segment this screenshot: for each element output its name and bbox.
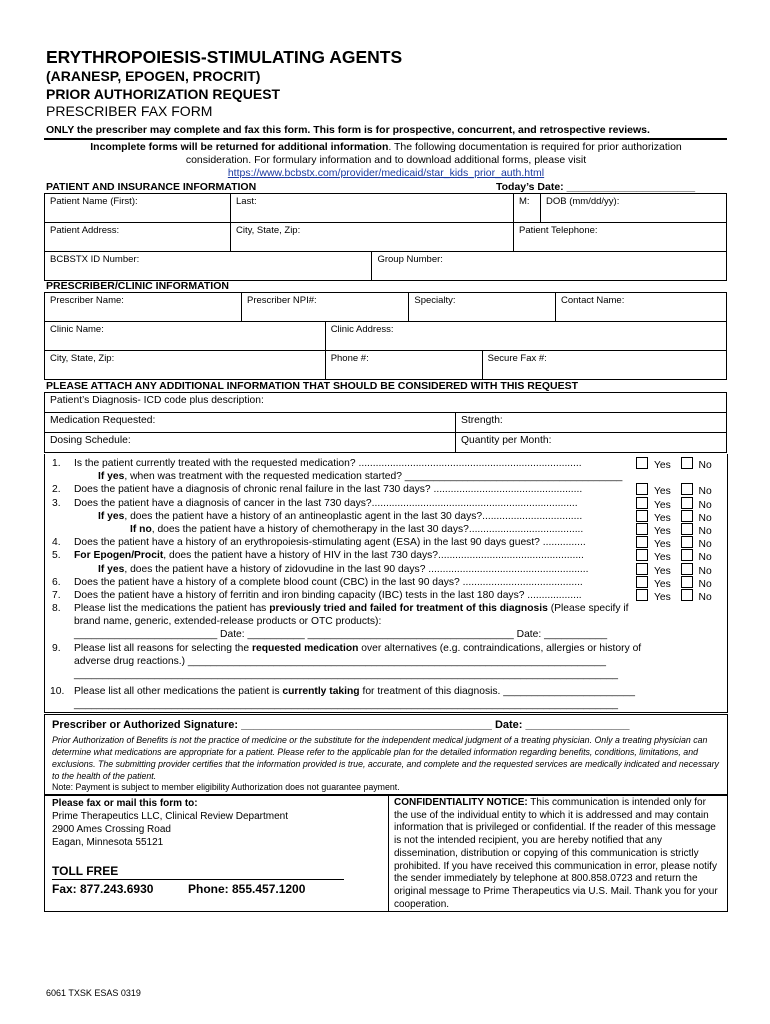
question-3b: If no, does the patient have a history of chemotherapy in the last 30 days?........................................ Yes No (130, 523, 712, 537)
incomplete-bold: Incomplete forms will be returned for additional information (90, 141, 389, 153)
q1-no-checkbox[interactable] (681, 457, 693, 469)
patient-last-name-field[interactable]: Last: (231, 194, 514, 223)
form-subtitle-fax: PRESCRIBER FAX FORM (46, 103, 213, 119)
toll-free-label: TOLL FREE (52, 864, 119, 878)
phone-number: Phone: 855.457.1200 (188, 882, 306, 896)
question-1a: If yes, when was treatment with the requested medication started? ______________________________________ (98, 471, 623, 483)
formulary-link[interactable]: https://www.bcbstx.com/provider/medicaid/star_kids_prior_auth.html (227, 167, 545, 179)
question-5: 5. For Epogen/Procit, does the patient have a history of HIV in the last 730 days?................................................... Yes No (52, 550, 712, 564)
prescriber-section-title: PRESCRIBER/CLINIC INFORMATION (46, 280, 229, 292)
q6-yes-checkbox[interactable] (636, 576, 648, 588)
clinic-name-field[interactable]: Clinic Name: (45, 322, 326, 351)
questions-list (46, 457, 726, 712)
quantity-per-month-field[interactable]: Quantity per Month: (456, 433, 727, 453)
form-code: 6061 TXSK ESAS 0319 (46, 988, 141, 998)
question-9: 9. Please list all reasons for selecting the requested medication over alternatives (e.g. contraindications, allergies or history of (52, 642, 642, 654)
clinic-fax-field[interactable]: Secure Fax #: (482, 351, 726, 380)
todays-date[interactable]: Today’s Date: ______________________ (496, 181, 696, 193)
q7-yes-checkbox[interactable] (636, 589, 648, 601)
medication-table (44, 392, 727, 453)
patient-group-field[interactable]: Group Number: (372, 252, 727, 281)
fax-number: Fax: 877.243.6930 (52, 882, 154, 896)
q6-no-checkbox[interactable] (681, 576, 693, 588)
patient-dob-field[interactable]: DOB (mm/dd/yy): (541, 194, 727, 223)
q3a-no-checkbox[interactable] (681, 510, 693, 522)
question-4: 4. Does the patient have a history of an erythropoiesis-stimulating agent (ESA) in the last 90 days guest? ............... Yes No (52, 537, 712, 551)
prescriber-table (44, 292, 727, 380)
q7-no-checkbox[interactable] (681, 589, 693, 601)
q2-no-checkbox[interactable] (681, 483, 693, 495)
only-prescriber-notice: ONLY the prescriber may complete and fax this form. This form is for prospective, concurrent, and retrospective reviews. (46, 124, 650, 136)
header-rule (44, 138, 727, 140)
diagnosis-field[interactable]: Patient’s Diagnosis- ICD code plus description: (45, 393, 727, 413)
q4-yes-checkbox[interactable] (636, 536, 648, 548)
clinic-address-field[interactable]: Clinic Address: (325, 322, 726, 351)
strength-field[interactable]: Strength: (456, 413, 727, 433)
question-6: 6. Does the patient have a history of a complete blood count (CBC) in the last 90 days? .......................................... Yes No (52, 576, 712, 590)
question-5a: If yes, does the patient have a history of zidovudine in the last 90 days? ........................................................ Yes No (98, 563, 712, 577)
patient-address-field[interactable]: Patient Address: (45, 223, 231, 252)
patient-table (44, 193, 727, 281)
question-9-line2[interactable]: adverse drug reactions.) _________________________________________________________________________ (74, 655, 606, 667)
question-1: 1. Is the patient currently treated with the requested medication? .............................................................................. Yes No (52, 458, 712, 471)
prescriber-specialty-field[interactable]: Specialty: (409, 293, 556, 322)
question-10: 10. Please list all other medications the patient is currently taking for treatment of this diagnosis. _______________________ (50, 686, 635, 698)
prescriber-contact-field[interactable]: Contact Name: (556, 293, 727, 322)
q5a-yes-checkbox[interactable] (636, 563, 648, 575)
patient-id-field[interactable]: BCBSTX ID Number: (45, 252, 372, 281)
question-8-answer[interactable]: _________________________ Date: __________ ____________________________________ Date: ___________ (74, 629, 608, 641)
question-8-line2: brand name, generic, extended-release products or OTC products): (74, 616, 382, 628)
patient-telephone-field[interactable]: Patient Telephone: (514, 223, 727, 252)
patient-section-title: PATIENT AND INSURANCE INFORMATION (46, 181, 257, 193)
mail-address-block: Please fax or mail this form to: Prime Therapeutics LLC, Clinical Review Department 2900 Ames Crossing Road Eagan, Minnesota 55121 (52, 798, 289, 848)
dosing-schedule-field[interactable]: Dosing Schedule: (45, 433, 456, 453)
question-3a: If yes, does the patient have a history of an antineoplastic agent in the last 30 days?................................... Yes No (98, 510, 712, 524)
prescriber-npi-field[interactable]: Prescriber NPI#: (242, 293, 409, 322)
instructions-block (46, 141, 726, 180)
form-subtitle-drugs: (ARANESP, EPOGEN, PROCRIT) (46, 68, 261, 84)
question-2: 2. Does the patient have a diagnosis of chronic renal failure in the last 730 days? .................................................... Yes No (52, 484, 712, 498)
disclaimer-text: Prior Authorization of Benefits is not the practice of medicine or the substitute for the independent medical judgment of a treating physician. Only a treating physician can determine what medications are appropriate for a patient. Please refer to the applicable plan for the detailed information regarding benefits, conditions, limitations, and exclusions. The submitting provider certifies that the information provided is true, accurate, and complete and the requested services are medically indicated and necessary to the health of the patient. (52, 735, 719, 781)
attach-section-title: PLEASE ATTACH ANY ADDITIONAL INFORMATION THAT SHOULD BE CONSIDERED WITH THIS REQUEST (46, 380, 578, 392)
q2-yes-checkbox[interactable] (636, 483, 648, 495)
q4-no-checkbox[interactable] (681, 536, 693, 548)
question-8: 8. Please list the medications the patient has previously tried and failed for treatment of this diagnosis (Please specify if (52, 603, 629, 615)
q1-yes-checkbox[interactable] (636, 457, 648, 469)
q5-no-checkbox[interactable] (681, 549, 693, 561)
form-title: ERYTHROPOIESIS-STIMULATING AGENTS (46, 47, 403, 67)
incomplete-line2: consideration. For formulary information and to download additional forms, please visit (185, 154, 587, 166)
question-9-line3[interactable]: _______________________________________________________________________________________________ (74, 669, 619, 680)
q3a-yes-checkbox[interactable] (636, 510, 648, 522)
form-subtitle-request: PRIOR AUTHORIZATION REQUEST (46, 86, 281, 102)
q3b-no-checkbox[interactable] (681, 523, 693, 535)
q5a-no-checkbox[interactable] (681, 563, 693, 575)
clinic-city-field[interactable]: City, State, Zip: (45, 351, 326, 380)
question-7: 7. Does the patient have a history of ferritin and iron binding capacity (IBC) tests in the last 180 days? ................... Yes No (52, 589, 712, 603)
medication-requested-field[interactable]: Medication Requested: (45, 413, 456, 433)
incomplete-rest: . The following documentation is required for prior authorization (388, 141, 682, 153)
signature-line[interactable]: Prescriber or Authorized Signature: _________________________________________ Date: _________________ (52, 719, 630, 731)
q5-yes-checkbox[interactable] (636, 549, 648, 561)
q3b-yes-checkbox[interactable] (636, 523, 648, 535)
patient-first-name-field[interactable]: Patient Name (First): (45, 194, 231, 223)
confidentiality-notice: CONFIDENTIALITY NOTICE: This communication is intended only for the use of the individual entity to which it is addressed and may contain information that is privileged or confidential. If the reader of this message is not the intended recipient, you are hereby notified that any dissemination, distribution or copying of this communication is strictly prohibited. If you have received this communication in error, please notify the sender immediately by telephone at 800.858.0723 and return the original message to Prime Therapeutics via U.S. Mail. Thank you for your cooperation. (394, 797, 718, 910)
prescriber-name-field[interactable]: Prescriber Name: (45, 293, 242, 322)
question-10-line2[interactable]: _______________________________________________________________________________________________ (74, 699, 619, 711)
patient-mi-field[interactable]: M: (514, 194, 541, 223)
q3-no-checkbox[interactable] (681, 497, 693, 509)
clinic-phone-field[interactable]: Phone #: (325, 351, 482, 380)
q3-yes-checkbox[interactable] (636, 497, 648, 509)
patient-city-field[interactable]: City, State, Zip: (231, 223, 514, 252)
question-3: 3. Does the patient have a diagnosis of cancer in the last 730 days?........................................................................ Yes No (52, 497, 712, 511)
payment-note: Note: Payment is subject to member eligibility Authorization does not guarantee payment. (52, 782, 400, 792)
